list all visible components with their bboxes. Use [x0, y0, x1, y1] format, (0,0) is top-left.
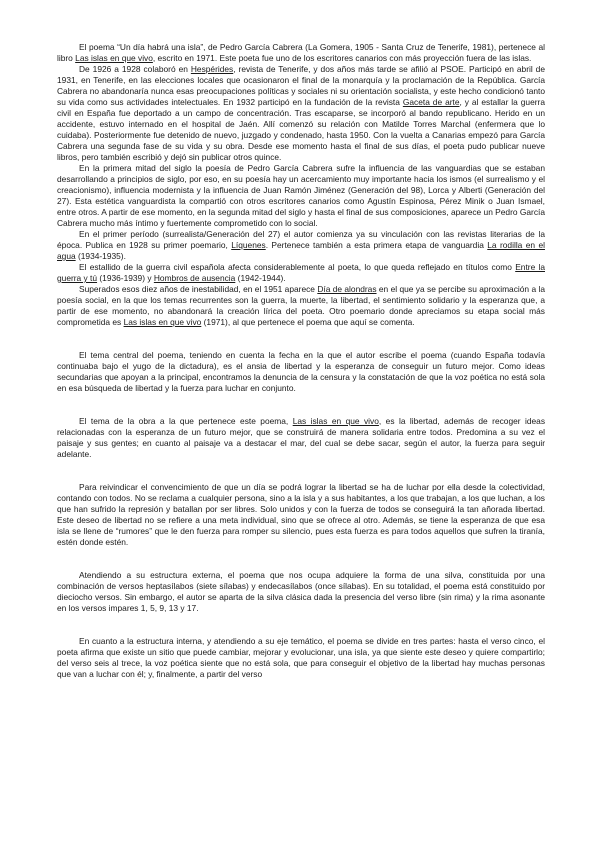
book-title: Las islas en que vivo [75, 53, 153, 63]
document-page [57, 42, 545, 680]
text-run: El tema central del poema, teniendo en cuenta la fecha en la que el autor escribe el poema (cuando España todavía continuaba bajo el yugo de la dictadura), es el ansia de libertad y la esperanza de conseguir un futuro mejor. Como ideas secundarias que apoyan a la principal, encontramos la denuncia de la censura y la constatación de que la voz poética no está sola en esa búsqueda de libertad y la fuerza para luchar en conjunto. [57, 350, 545, 393]
book-title: Las islas en que vivo [292, 416, 379, 426]
book-title: Las islas en que vivo [123, 317, 202, 327]
text-run: . Pertenece también a esta primera etapa de vanguardia [265, 240, 488, 250]
paragraph [57, 482, 545, 548]
paragraph [57, 350, 545, 394]
text-run: El estallido de la guerra civil española afecta considerablemente al poeta, lo que queda reflejado en títulos como [79, 262, 516, 272]
text-run: (1934-1935). [75, 251, 126, 261]
book-title: La rodilla en el agua [57, 240, 545, 261]
book-title: Líquenes [231, 240, 266, 250]
text-run: Superados esos diez años de inestabilidad, en el 1951 aparece [79, 284, 318, 294]
text-run: (1971), al que pertenece el poema que aquí se comenta. [201, 317, 415, 327]
book-title: Hespérides [190, 64, 234, 74]
text-run: , es la libertad, además de recoger ideas relacionadas con la esperanza de un futuro mejor, que se construirá de manera solidaria entre todos. Predomina a su vez el paisaje y sus gentes; en cuanto al paisaje va a destacar el mar, del cual se debe sacar, según el autor, la fuerza para seguir adelante. [57, 416, 546, 459]
book-title: Gaceta de arte [402, 97, 460, 107]
text-run: (1942-1944). [235, 273, 286, 283]
text-run: El tema de la obra a la que pertenece este poema, [79, 416, 293, 426]
paragraph [57, 284, 545, 328]
book-title: Entre la guerra y tú [57, 262, 545, 283]
text-run: Para reivindicar el convencimiento de que un día se podrá lograr la libertad se ha de luchar por ella desde la colectividad, contando con todos. No se reclama a cualquier persona, sino a la isla y a sus habitantes, a los que trabajan, a los que luchan, a los que han sufrido la represión y batallan por ser libres. Solo unidos y con la fuerza de todos se conseguirá la tan añorada libertad. Este deseo de libertad no se refiere a una meta individual, sino que se ofrece al otro. Además, se tiene la esperanza de que esa isla se llene de “rumores” que le den fuerza para romper su silencio, pues esta fuerza es para todos aquellos que sufren la tiranía, estén donde estén. [57, 482, 545, 547]
paragraph [57, 163, 545, 229]
text-run: En la primera mitad del siglo la poesía de Pedro García Cabrera sufre la influencia de las vanguardias que se estaban desarrollando a principios de siglo, por eso, en su poesía hay un acercamiento muy importante hacia los ismos (el surrealismo y el creacionismo), influencia modernista y la influencia de Juan Ramón Jiménez (Generación del 98), Lorca y Alberti (Generación del 27). Esta estética vanguardista la compartió con otros escritores canarios como Agustín Espinosa, Pérez Minik o Juan Ismael, entre otros. A partir de ese momento, en la segunda mitad del siglo y hasta el final de sus composiciones, aparece un Pedro García Cabrera mucho más íntimo y fuertemente comprometido con lo social. [57, 163, 545, 228]
text-run: El poema “Un día habrá una isla”, de Pedro García Cabrera (La Gomera, 1905 - Santa Cruz de Tenerife, 1981), pertenece al libro [57, 42, 545, 63]
text-run: En cuanto a la estructura interna, y atendiendo a su eje temático, el poema se divide en tres partes: hasta el verso cinco, el poeta afirma que existe un sitio que puede cambiar, mejorar y evolucionar, una isla, ya que siente este deseo y quiere compartirlo; del verso seis al trece, la voz poética siente que no está sola, que para conseguir el objetivo de la libertad hay muchas personas que van a luchar con él; y, finalmente, a partir del verso [57, 636, 545, 679]
text-run: , y al estallar la guerra civil en España fue deportado a un campo de concentración. Tras escaparse, se incorporó al bando republicano. Herido en un accidente, estuvo internado en el hospital de Jaén. Allí comenzó su relación con Matilde Torres Marchal (enfermera que lo cuidaba). Posteriormente fue detenido de nuevo, juzgado y condenado, hasta 1950. Con la vuelta a Canarias empezó para García Cabrera una segunda fase de su vida y su obra. Desde ese momento hasta el final de sus días, el poeta pudo publicar nueve libros, pero también escribió y dejó sin publicar otros quince. [57, 97, 545, 162]
paragraph [57, 42, 545, 64]
text-run: Atendiendo a su estructura externa, el poema que nos ocupa adquiere la forma de una silva, constituida por una combinación de versos heptasílabos (siete sílabas) y endecasílabos (once sílabas). En su totalidad, el poema está constituido por dieciocho versos. Sin embargo, el autor se aparta de la silva clásica dada la presencia del verso libre (sin rima) y la rima asonante en los versos impares 1, 5, 9, 13 y 17. [57, 570, 545, 613]
paragraph [57, 262, 545, 284]
text-run: en el que ya se percibe su aproximación a la poesía social, en la que los temas recurrentes son la guerra, la muerte, la libertad, el sentimiento solidario y la esperanza que, a partir de ese momento, no abandonará la creación lírica del poeta. Otro poemario donde apreciamos su etapa social más comprometida es [57, 284, 545, 327]
text-run: (1936-1939) y [97, 273, 154, 283]
paragraph [57, 64, 545, 163]
text-run: , revista de Tenerife, y dos años más tarde se afilió al PSOE. Participó en abril de 1931, en Tenerife, en las elecciones locales que ocasionaron el final de la monarquía y la proclamación de la República. García Cabrera no abandonaría nunca esas preocupaciones políticas y sociales ni su orientación socialista, y este hecho condicionó tanto su vida como sus actividades intelectuales. En 1932 participó en la fundación de la revista [57, 64, 545, 107]
paragraph [57, 416, 545, 460]
book-title: Hombros de ausencia [153, 273, 236, 283]
paragraph [57, 636, 545, 680]
text-run: , escrito en 1971. Este poeta fue uno de los escritores canarios con más proyección fuera de las islas. [152, 53, 532, 63]
text-run: De 1926 a 1928 colaboró en [79, 64, 191, 74]
book-title: Día de alondras [317, 284, 377, 294]
paragraph [57, 229, 545, 262]
text-run: En el primer período (surrealista/Generación del 27) el autor comienza ya su vinculación con las revistas literarias de la época. Publica en 1928 su primer poemario, [57, 229, 545, 250]
paragraph [57, 570, 545, 614]
